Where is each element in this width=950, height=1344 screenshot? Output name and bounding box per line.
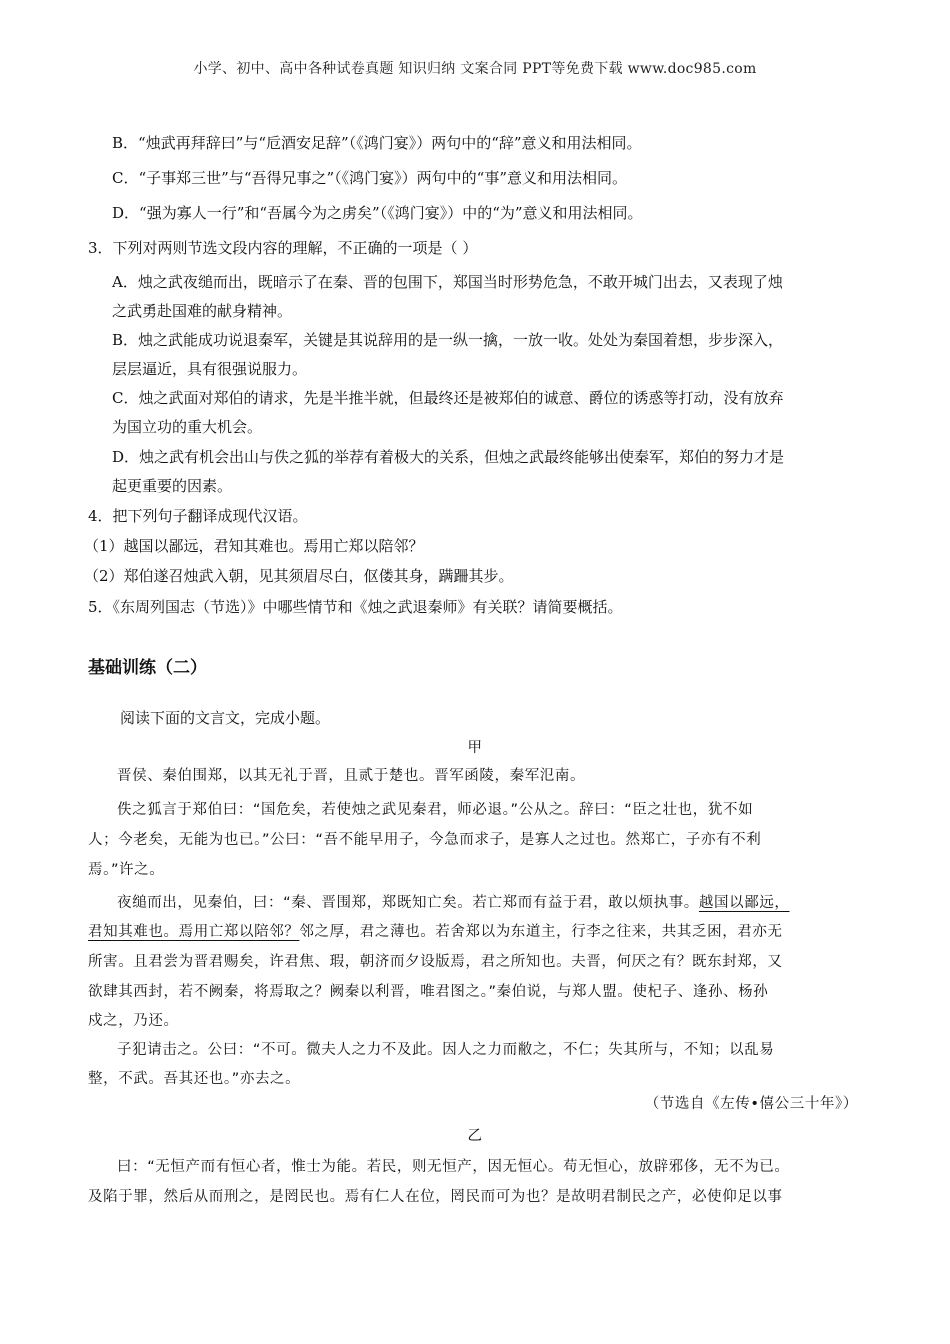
underlined-sentence-part2: 君知其难也。焉用亡郑以陪邻？ — [88, 924, 300, 940]
q3-option-b-line1: B．烛之武能成功说退秦军，关键是其说辞用的是一纵一擒，一放一收。处处为秦国着想，步步深入， — [112, 331, 784, 349]
page-header-banner: 小学、初中、高中各种试卷真题 知识归纳 文案合同 PPT等免费下载 www.doc985.com — [193, 61, 757, 77]
passage-jia-p3-line1-text: 夜缒而出，见秦伯，曰：“秦、晋围郑，郑既知亡矣。若亡郑而有益于君，敢以烦执事。 — [117, 895, 699, 911]
q3-option-c-line1: C．烛之武面对郑伯的请求，先是半推半就，但最终还是被郑伯的诚意、爵位的诱惑等打动，没有放弃 — [112, 389, 784, 407]
passage-jia-p4-line1: 子犯请击之。公曰：“不可。微夫人之力不及此。因人之力而敝之，不仁；失其所与，不知；以乱易 — [117, 1042, 775, 1058]
passage-jia-p3-line1 — [117, 893, 790, 913]
passage-jia-p3-line5: 戍之，乃还。 — [88, 1013, 179, 1029]
q3-option-c-line2: 为国立功的重大机会。 — [112, 418, 263, 436]
q3-option-d-line2: 起更重要的因素。 — [112, 477, 233, 495]
passage-jia-p4-line2: 整，不武。吾其还也。”亦去之。 — [88, 1071, 301, 1087]
passage-jia-source: （节选自《左传•僖公三十年》） — [644, 1096, 858, 1112]
passage-jia-p3-line4: 欲肆其西封，若不阙秦，将焉取之？阙秦以利晋，唯君图之。”秦伯说，与郑人盟。使杞子、逢孙、杨孙 — [88, 984, 769, 1000]
section-intro: 阅读下面的文言文，完成小题。 — [120, 709, 331, 727]
section-title: 基础训练（二） — [88, 658, 207, 678]
passage-jia-p3-line2 — [88, 922, 783, 942]
q3-stem: 3．下列对两则节选文段内容的理解，不正确的一项是（ ） — [88, 239, 478, 257]
q3-option-d-line1: D．烛之武有机会出山与佚之狐的举荐有着极大的关系，但烛之武最终能够出使秦军，郑伯的努力才是 — [112, 448, 785, 466]
q3-option-a-line2: 之武勇赴国难的献身精神。 — [112, 302, 293, 320]
q3-option-b-line2: 层层逼近，具有很强说服力。 — [112, 360, 308, 378]
passage-yi-line1: 曰：“无恒产而有恒心者，惟士为能。若民，则无恒产，因无恒心。苟无恒心，放辟邪侈，无不为已。 — [117, 1159, 790, 1175]
passage-jia-label: 甲 — [467, 740, 483, 756]
passage-jia-p3-line3: 所害。且君尝为晋君赐矣，许君焦、瑕，朝济而夕设版焉，君之所知也。夫晋，何厌之有？既东封郑，又 — [88, 954, 783, 970]
passage-yi-line2: 及陷于罪，然后从而刑之，是罔民也。焉有仁人在位，罔民而可为也？是故明君制民之产，必使仰足以事 — [88, 1189, 783, 1205]
q3-option-a-line1: A．烛之武夜缒而出，既暗示了在秦、晋的包围下，郑国当时形势危急，不敢开城门出去，又表现了烛 — [112, 273, 783, 291]
passage-jia-p1: 晋侯、秦伯围郑，以其无礼于晋，且贰于楚也。晋军函陵，秦军氾南。 — [117, 768, 586, 784]
passage-jia-p2-line2: 人；今老矣，无能为也已。”公曰：“吾不能早用子，今急而求子，是寡人之过也。然郑亡，子亦有不利 — [88, 832, 762, 848]
q4-stem: 4．把下列句子翻译成现代汉语。 — [88, 507, 308, 525]
q5-stem: 5．《东周列国志（节选）》中哪些情节和《烛之武退秦师》有关联？请简要概括。 — [88, 598, 623, 616]
passage-jia-p3-line2-text: 邻之厚，君之薄也。若舍郑以为东道主，行李之往来，共其乏困，君亦无 — [299, 924, 783, 940]
passage-yi-label: 乙 — [467, 1128, 483, 1144]
q4-sentence-1: （1）越国以鄙远，君知其难也。焉用亡郑以陪邻？ — [84, 537, 424, 555]
q2-option-d: D．“强为寡人一行”和“吾属今为之虏矣”（《鸿门宴》）中的“为”意义和用法相同。 — [112, 204, 643, 222]
passage-jia-p2-line3: 焉。”许之。 — [88, 862, 165, 878]
q2-option-c: C．“子事郑三世”与“吾得兄事之”（《鸿门宴》）两句中的“事”意义和用法相同。 — [112, 169, 627, 187]
underlined-sentence-part1: 越国以鄙远， — [698, 895, 790, 911]
q2-option-b: B．“烛武再拜辞曰”与“卮酒安足辞”（《鸿门宴》）两句中的“辞”意义和用法相同。 — [112, 134, 642, 152]
q4-sentence-2: （2）郑伯遂召烛武入朝，见其须眉尽白，伛偻其身，蹒跚其步。 — [84, 567, 514, 585]
passage-jia-p2-line1: 佚之狐言于郑伯曰：“国危矣，若使烛之武见秦君，师必退。”公从之。辞曰：“臣之壮也，犹不如 — [117, 802, 754, 818]
